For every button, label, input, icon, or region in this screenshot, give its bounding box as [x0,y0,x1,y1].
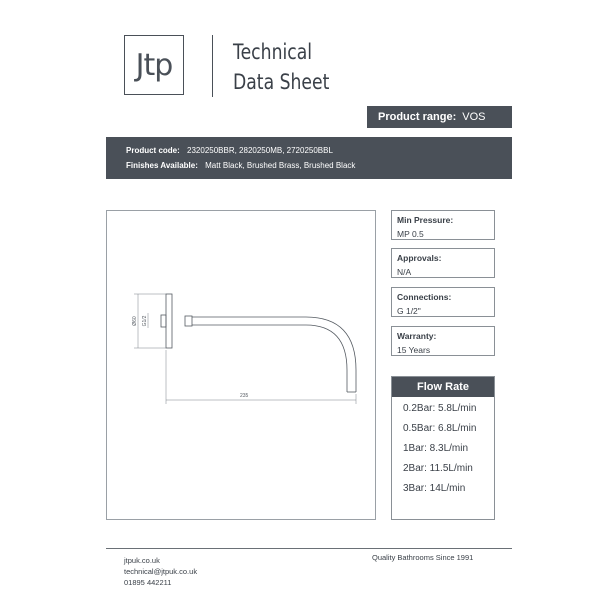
product-range-value: VOS [462,111,486,123]
document-title-line1: Technical [233,40,313,64]
logo-text: Jtp [135,47,173,83]
min-pressure-value: MP 0.5 [397,229,424,239]
finishes-row [126,158,512,173]
spout-outer-edge [192,317,356,392]
footer-rule [106,548,512,549]
footer-phone: 01895 442211 [124,578,172,587]
flow-rate-title: Flow Rate [392,377,494,397]
wall-plate [166,294,172,348]
product-code-label: Product code: [126,146,180,155]
finishes-value: Matt Black, Brushed Brass, Brushed Black [205,161,356,170]
length-dimension-label: 235 [240,393,249,399]
header-divider [212,35,213,97]
height-dimension-label: Ø60 [132,316,138,326]
approvals-box [391,248,495,278]
product-range-label: Product range: [378,111,457,123]
spout-technical-drawing [106,210,376,520]
jtp-logo [124,35,184,95]
approvals-label: Approvals: [397,253,442,263]
min-pressure-label: Min Pressure: [397,215,454,225]
footer-website[interactable]: jtpuk.co.uk [124,556,160,565]
product-range-bar [367,106,512,128]
connector-nut [161,315,166,327]
connections-value: G 1/2" [397,306,421,316]
product-code-value: 2320250BBR, 2820250MB, 2720250BBL [187,146,333,155]
warranty-box [391,326,495,356]
flow-rate-row: 3Bar: 14L/min [403,483,466,494]
spout-inner-edge [192,325,347,392]
thread-dimension-label: G1/2 [142,315,148,327]
min-pressure-box [391,210,495,240]
warranty-value: 15 Years [397,345,431,355]
approvals-value: N/A [397,267,412,277]
document-title-line2: Data Sheet [233,70,330,94]
flow-rate-box [391,376,495,520]
footer-tagline: Quality Bathrooms Since 1991 [372,553,474,562]
product-info-bar [106,137,512,179]
warranty-label: Warranty: [397,331,437,341]
finishes-label: Finishes Available: [126,161,198,170]
spout-collar [185,316,192,326]
flow-rate-row: 0.5Bar: 6.8L/min [403,423,477,434]
connections-box [391,287,495,317]
flow-rate-row: 2Bar: 11.5L/min [403,463,473,474]
product-code-row [126,143,512,158]
flow-rate-row: 0.2Bar: 5.8L/min [403,403,477,414]
connections-label: Connections: [397,292,452,302]
footer-email[interactable]: technical@jtpuk.co.uk [124,567,198,576]
flow-rate-row: 1Bar: 8.3L/min [403,443,469,454]
